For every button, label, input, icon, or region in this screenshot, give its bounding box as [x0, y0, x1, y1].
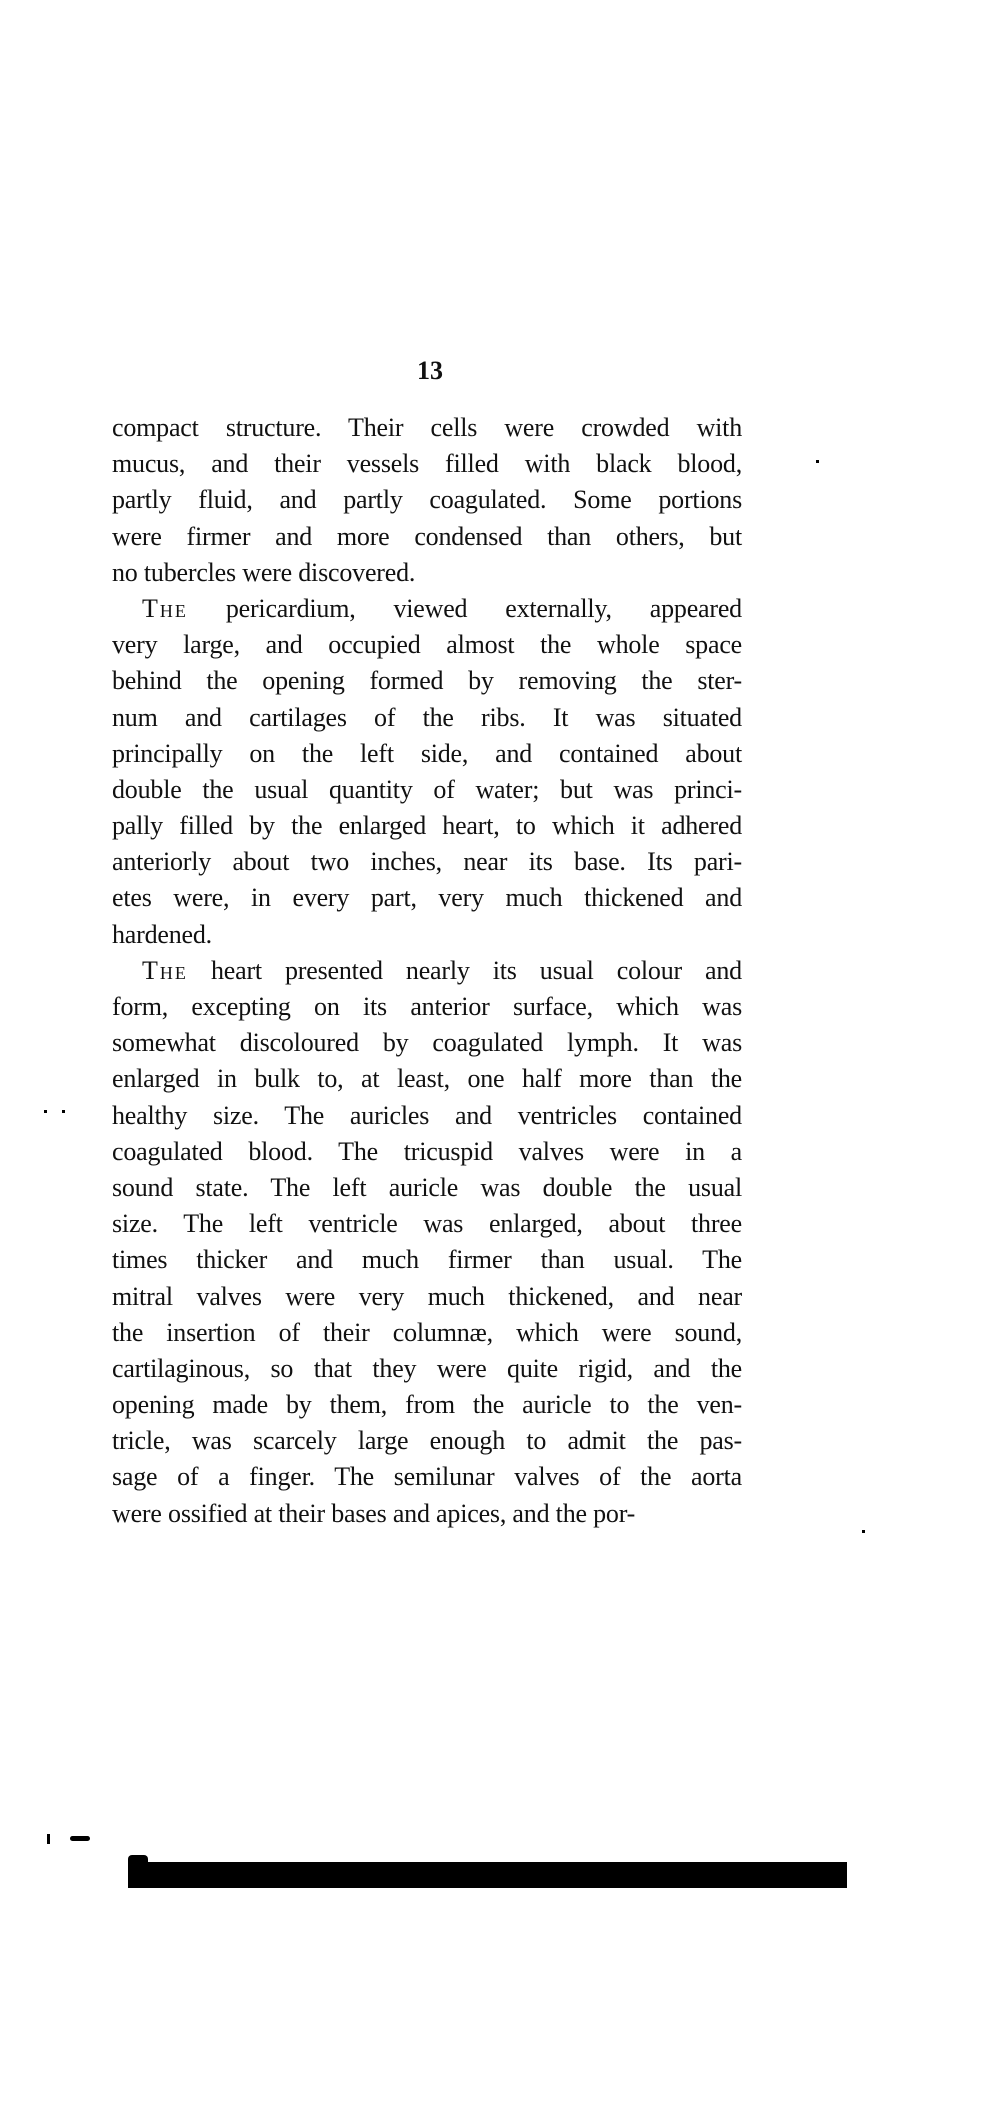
line-text: principally on the left side, and contained about	[112, 738, 742, 768]
line-text: etes were, in every part, very much thickened and	[112, 883, 742, 913]
line-text: partly fluid, and partly coagulated. Some portions	[112, 485, 742, 515]
text-line	[112, 1351, 742, 1387]
line-text: tricle, was scarcely large enough to admit the pas-	[112, 1426, 742, 1456]
page-number: 13	[417, 356, 443, 385]
line-text: num and cartilages of the ribs. It was situated	[112, 702, 742, 732]
text-line	[112, 591, 742, 627]
text-line	[112, 663, 742, 699]
text-line	[112, 1242, 742, 1278]
line-text: healthy size. The auricles and ventricles contained	[112, 1100, 742, 1130]
text-line	[112, 700, 742, 736]
scan-mark	[70, 1836, 90, 1841]
line-text: anteriorly about two inches, near its base. Its pari-	[112, 847, 742, 877]
text-line	[112, 1496, 742, 1532]
text-line	[112, 482, 742, 518]
line-text: pally filled by the enlarged heart, to which it adhered	[112, 811, 742, 841]
line-text: form, excepting on its anterior surface, which was	[112, 992, 742, 1021]
text-line	[112, 1423, 742, 1459]
text-line	[112, 880, 742, 916]
text-line	[112, 446, 742, 482]
line-text: size. The left ventricle was enlarged, about three	[112, 1209, 742, 1239]
text-line	[112, 844, 742, 880]
speck	[816, 460, 819, 463]
scan-artifact-bar	[128, 1862, 847, 1888]
line-text: mitral valves were very much thickened, and near	[112, 1281, 742, 1311]
small-caps-lead: The	[142, 955, 188, 985]
line-text: hardened.	[112, 919, 212, 949]
line-text: sound state. The left auricle was double the usual	[112, 1172, 742, 1202]
line-text: were firmer and more condensed than others, but	[112, 521, 742, 551]
line-text: opening made by them, from the auricle to the ven-	[112, 1390, 742, 1420]
speck	[44, 1110, 47, 1113]
text-line	[112, 1061, 742, 1097]
text-line	[112, 808, 742, 844]
line-text: double the usual quantity of water; but was princi-	[112, 774, 742, 804]
line-text: enlarged in bulk to, at least, one half more than the	[112, 1064, 742, 1094]
text-line	[112, 917, 742, 953]
text-line	[112, 555, 742, 591]
speck	[62, 1110, 65, 1113]
line-text: times thicker and much firmer than usual. The	[112, 1245, 742, 1275]
text-line	[112, 410, 742, 446]
text-line	[112, 1387, 742, 1423]
text-line	[112, 953, 742, 989]
text-line	[112, 1098, 742, 1134]
line-text: behind the opening formed by removing the ster-	[112, 666, 742, 696]
line-text: coagulated blood. The tricuspid valves were in a	[112, 1136, 742, 1166]
line-text: no tubercles were discovered.	[112, 557, 416, 587]
text-line	[112, 1134, 742, 1170]
line-text: cartilaginous, so that they were quite rigid, and the	[112, 1353, 742, 1383]
line-text: pericardium, viewed externally, appeared	[225, 593, 742, 623]
text-line	[112, 1315, 742, 1351]
speck	[862, 1530, 865, 1533]
small-caps-lead: The	[142, 593, 188, 623]
line-text: mucus, and their vessels filled with black blood,	[112, 449, 742, 479]
body-text	[112, 410, 742, 1532]
text-line	[112, 736, 742, 772]
line-text: the insertion of their columnæ, which were sound,	[112, 1317, 742, 1347]
line-text: sage of a finger. The semilunar valves of the aorta	[112, 1462, 742, 1492]
text-line	[112, 1279, 742, 1315]
text-line	[112, 1459, 742, 1495]
text-line	[112, 989, 742, 1025]
line-text: heart presented nearly its usual colour and	[210, 955, 742, 985]
text-line	[112, 1170, 742, 1206]
scan-mark	[47, 1834, 50, 1844]
text-line	[112, 627, 742, 663]
text-line	[112, 1025, 742, 1061]
line-text: were ossified at their bases and apices, and the por-	[112, 1498, 636, 1528]
text-line	[112, 519, 742, 555]
text-line	[112, 1206, 742, 1242]
line-text: somewhat discoloured by coagulated lymph. It was	[112, 1028, 742, 1058]
line-text: very large, and occupied almost the whole space	[112, 630, 742, 660]
text-line	[112, 772, 742, 808]
line-text: compact structure. Their cells were crowded with	[112, 413, 742, 442]
